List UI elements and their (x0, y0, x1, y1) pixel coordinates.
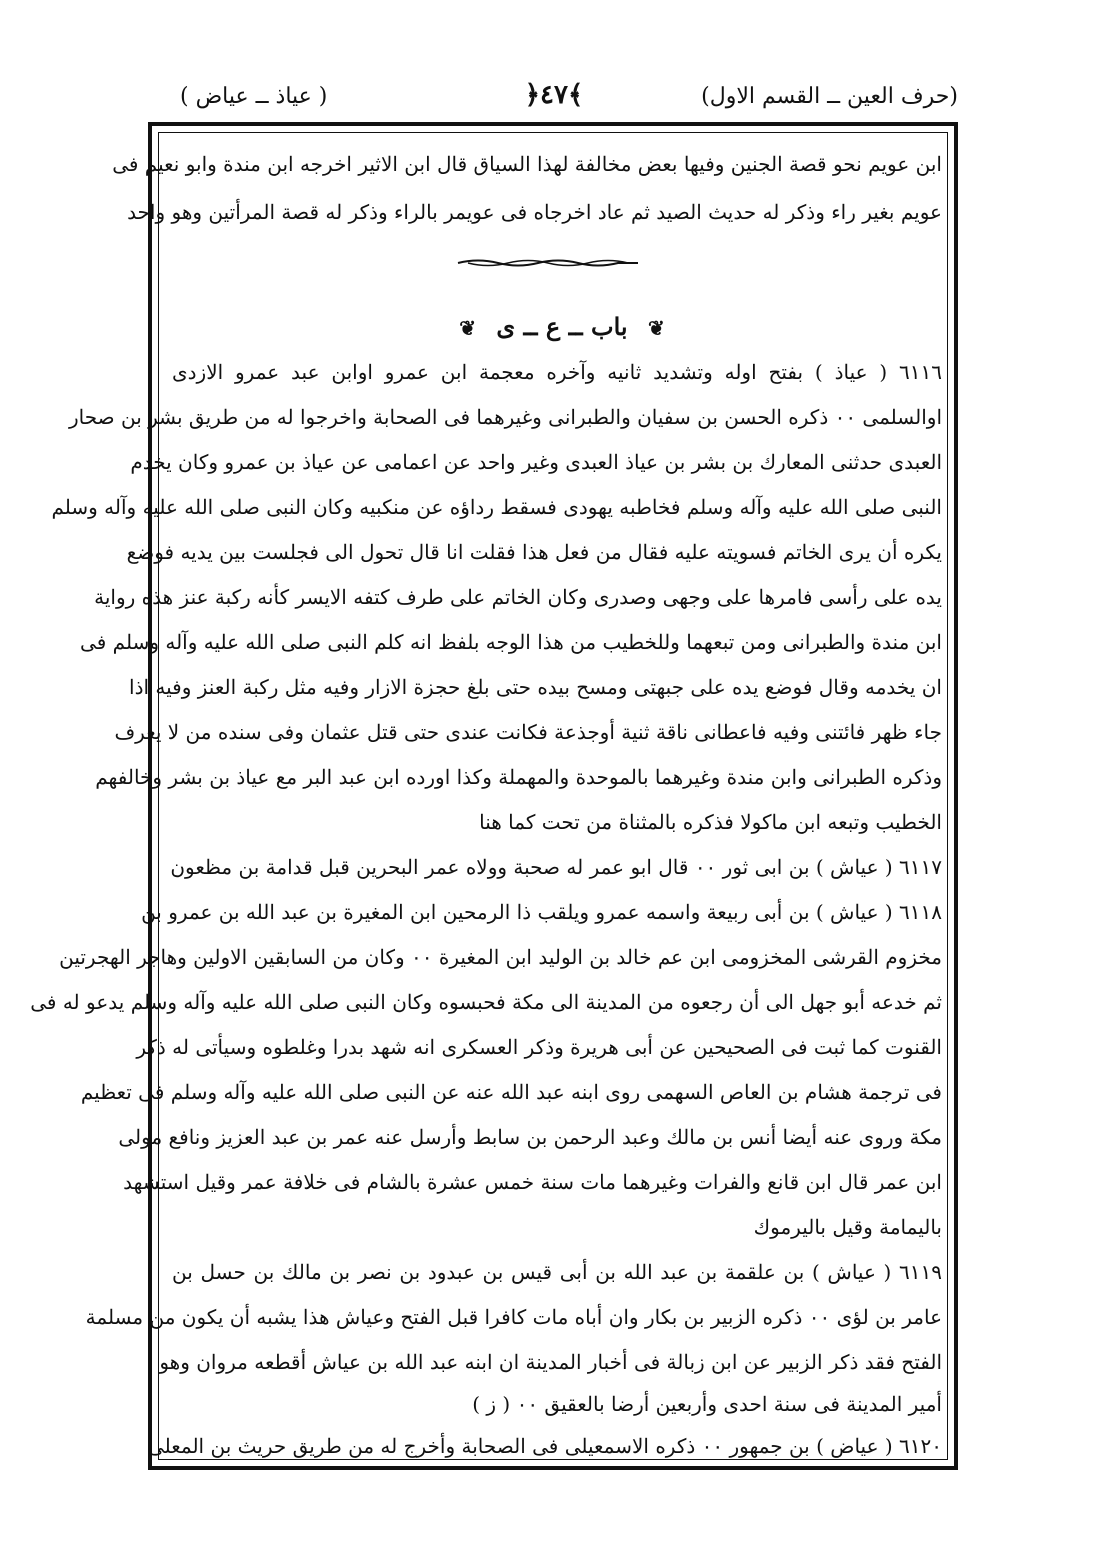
text-line: الفتح فقد ذكر الزبير عن ابن زبالة فى أخبار المدينة ان ابنه عبد الله بن عياش أقطعه مروان وهو (159, 1350, 942, 1374)
ornament-divider (458, 258, 638, 268)
text-line: وذكره الطبرانى وابن مندة وغيرهما بالموحدة والمهملة وكذا اورده ابن عبد البر مع عياذ بن بشر وخالفهم (95, 765, 942, 789)
text-line: ٦١١٨ ( عياش ) بن أبى ربيعة واسمه عمرو ويلقب ذا الرمحين ابن المغيرة بن عبد الله بن عمرو بن (141, 900, 942, 924)
text-line: اوالسلمى ٠٠ ذكره الحسن بن سفيان والطبرانى وغيرهما فى الصحابة واخرجوا له من طريق بشر بن صحار (68, 405, 942, 429)
text-line: العبدى حدثنى المعارك بن بشر بن عياذ العبدى وغير واحد عن اعمامى عن عياذ بن عمرو وكان يخدم (130, 450, 942, 474)
text-line: فى ترجمة هشام بن العاص السهمى روى ابنه عبد الله عنه عن النبى صلى الله عليه وآله وسلم فى تعظيم (80, 1080, 942, 1104)
ornament-icon: ❦ (459, 316, 477, 340)
ornament-icon: ❦ (647, 316, 665, 340)
page-number: ﴿٤٧﴾ (524, 80, 584, 110)
text-line: ابن عمر قال ابن قانع والفرات وغيرهما مات سنة خمس عشرة بالشام فى خلافة عمر وقيل استشهد (123, 1170, 942, 1194)
text-line: النبى صلى الله عليه وآله وسلم فخاطبه يهودى فسقط رداؤه عن منكبيه وكان النبى صلى الله عليه وآله وسلم (51, 495, 942, 519)
text-line: جاء ظهر فائتنى وفيه فاعطانى ناقة ثنية أوجذعة فكانت عندى حتى قتل عثمان وفى سنده من لا يعرف (114, 720, 942, 744)
text-line: أمير المدينة فى سنة احدى وأربعين أرضا بالعقيق ٠٠ ( ز ) (472, 1392, 942, 1416)
intro-line: عويم بغير راء وذكر له حديث الصيد ثم عاد اخرجاه فى عويمر بالراء وذكر له قصة المرأتين وهو واحد (127, 200, 942, 224)
text-line: مخزوم القرشى المخزومى ابن عم خالد بن الوليد ابن المغيرة ٠٠ وكان من السابقين الاولين وهاجر الهجرتين (59, 945, 942, 969)
text-line: ٦١١٩ ( عياش ) بن علقمة بن عبد الله بن أبى قيس بن عبدود بن نصر بن مالك بن حسل بن (172, 1260, 942, 1284)
entry-range: ( عياذ ــ عياض ) (180, 84, 328, 109)
page-header (150, 78, 958, 122)
text-line: الخطيب وتبعه ابن ماكولا فذكره بالمثناة من تحت كما هنا (479, 810, 942, 834)
text-line: مكة وروى عنه أيضا أنس بن مالك وعبد الرحمن بن سابط وأرسل عنه عمر بن عبد العزيز ونافع مولى (118, 1125, 942, 1149)
text-line: ٦١١٧ ( عياش ) بن ابى ثور ٠٠ قال ابو عمر له صحبة وولاه عمر البحرين قبل قدامة بن مظعون (170, 855, 942, 879)
text-line: ٦١١٦ ( عياذ ) بفتح اوله وتشديد ثانيه وآخره معجمة ابن عمرو اوابن عبد عمرو الازدى (172, 360, 942, 384)
chapter-title: (حرف العين ــ القسم الاول) (701, 84, 958, 109)
text-line: يكره أن يرى الخاتم فسويته عليه فقال من فعل هذا فقلت انا قال تحول الى فجلست بين يديه فوضع (126, 540, 942, 564)
text-line: القنوت كما ثبت فى الصحيحين عن أبى هريرة وذكر العسكرى انه شهد بدرا وغلطوه وسيأتى له ذكر (136, 1035, 942, 1059)
text-line: ٦١٢٠ ( عياض ) بن جمهور ٠٠ ذكره الاسمعيلى فى الصحابة وأخرج له من طريق حريث بن المعلى (147, 1434, 942, 1458)
section-heading-text: باب ــ ع ــ ى (496, 312, 628, 341)
text-line: ابن مندة والطبرانى ومن تبعهما وللخطيب من هذا الوجه بلفظ انه كلم النبى صلى الله عليه وآله وسلم فى (80, 630, 942, 654)
text-line: ثم خدعه أبو جهل الى أن رجعوه من المدينة الى مكة فحبسوه وكان النبى صلى الله عليه وآله وسلم يدعو له فى (30, 990, 942, 1014)
text-line: عامر بن لؤى ٠٠ ذكره الزبير بن بكار وان أباه مات كافرا قبل الفتح وعياش هذا يشبه أن يكون من مسلمة (85, 1305, 942, 1329)
text-line: يده على رأسى فامرها على وجهى وصدرى وكان الخاتم على طرف كتفه الايسر كأنه ركبة عنز هذه رواية (94, 585, 942, 609)
text-line: ان يخدمه وقال فوضع يده على جبهتى ومسح بيده حتى بلغ حجزة الازار وفيه مثل ركبة العنز وفيه اذا (129, 675, 942, 699)
section-heading (372, 312, 752, 346)
intro-line: ابن عويم نحو قصة الجنين وفيها بعض مخالفة لهذا السياق قال ابن الاثير اخرجه ابن مندة وابو نعيم فى (112, 152, 942, 176)
text-line: باليمامة وقيل باليرموك (753, 1215, 942, 1239)
